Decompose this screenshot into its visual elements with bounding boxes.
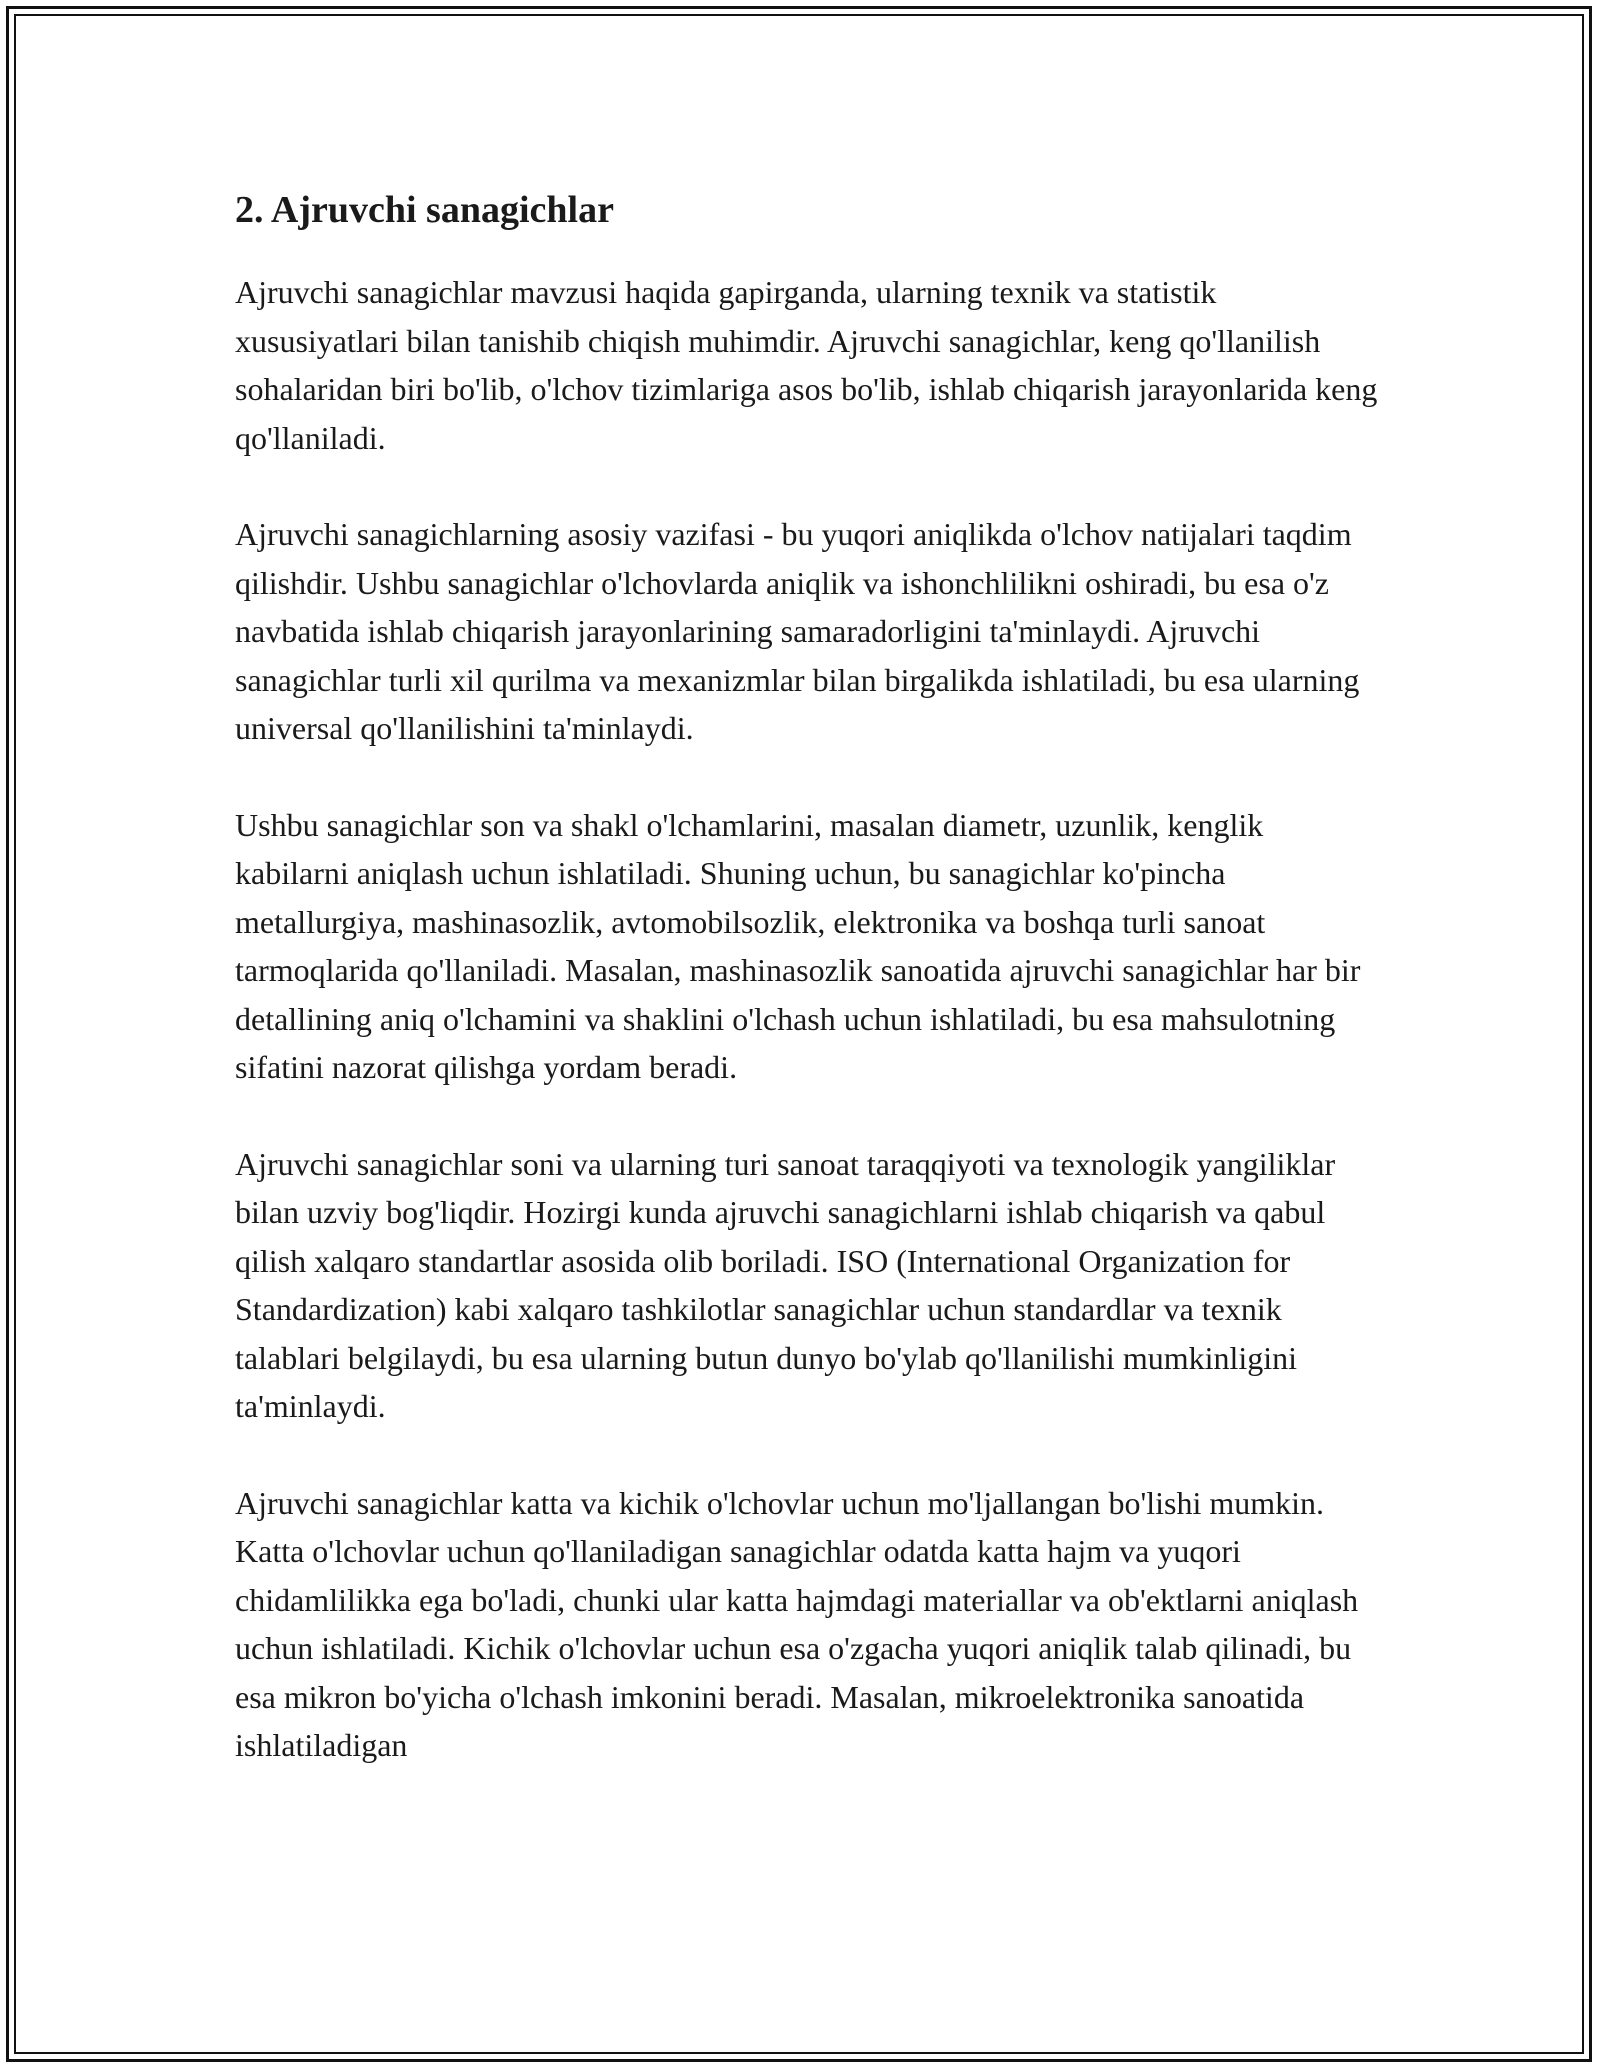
document-body [235, 180, 1380, 1770]
paragraph: Ajruvchi sanagichlarning asosiy vazifasi - bu yuqori aniqlikda o'lchov natijalari taqdim qilishdir. Ushbu sanagichlar o'lchovlarda aniqlik va ishonchlilikni oshiradi, bu esa o'z navbatida ishlab chiqarish jarayonlarining samaradorligini ta'minlaydi. Ajruvchi sanagichlar turli xil qurilma va mexanizmlar bilan birgalikda ishlatiladi, bu esa ularning universal qo'llanilishini ta'minlaydi. [235, 516, 1360, 746]
paragraph: Ajruvchi sanagichlar mavzusi haqida gapirganda, ularning texnik va statistik xususiyatlari bilan tanishib chiqish muhimdir. Ajruvchi sanagichlar, keng qo'llanilish sohalaridan biri bo'lib, o'lchov tizimlariga asos bo'lib, ishlab chiqarish jarayonlarida keng qo'llaniladi. [235, 274, 1378, 456]
paragraph: Ajruvchi sanagichlar soni va ularning turi sanoat taraqqiyoti va texnologik yangiliklar bilan uzviy bog'liqdir. Hozirgi kunda ajruvchi sanagichlarni ishlab chiqarish va qabul qilish xalqaro standartlar asosida olib boriladi. ISO (International Organization for Standardization) kabi xalqaro tashkilotlar sanagichlar uchun standardlar va texnik talablari belgilaydi, bu esa ularning butun dunyo bo'ylab qo'llanilishi mumkinligini ta'minlaydi. [235, 1145, 1336, 1424]
section-heading: 2. Ajruvchi sanagichlar [235, 189, 614, 231]
paragraph: Ajruvchi sanagichlar katta va kichik o'lchovlar uchun mo'ljallangan bo'lishi mumkin. Katta o'lchovlar uchun qo'llaniladigan sanagichlar odatda katta hajm va yuqori chidamlilikka ega bo'ladi, chunki ular katta hajmdagi materiallar va ob'ektlarni aniqlash uchun ishlatiladi. Kichik o'lchovlar uchun esa o'zgacha yuqori aniqlik talab qilinadi, bu esa mikron bo'yicha o'lchash imkonini beradi. Masalan, mikroelektronika sanoatida ishlatiladigan [235, 1484, 1359, 1763]
paragraph: Ushbu sanagichlar son va shakl o'lchamlarini, masalan diametr, uzunlik, kenglik kabilarni aniqlash uchun ishlatiladi. Shuning uchun, bu sanagichlar ko'pincha metallurgiya, mashinasozlik, avtomobilsozlik, elektronika va boshqa turli sanoat tarmoqlarida qo'llaniladi. Masalan, mashinasozlik sanoatida ajruvchi sanagichlar har bir detallining aniq o'lchamini va shaklini o'lchash uchun ishlatiladi, bu esa mahsulotning sifatini nazorat qilishga yordam beradi. [235, 806, 1361, 1085]
